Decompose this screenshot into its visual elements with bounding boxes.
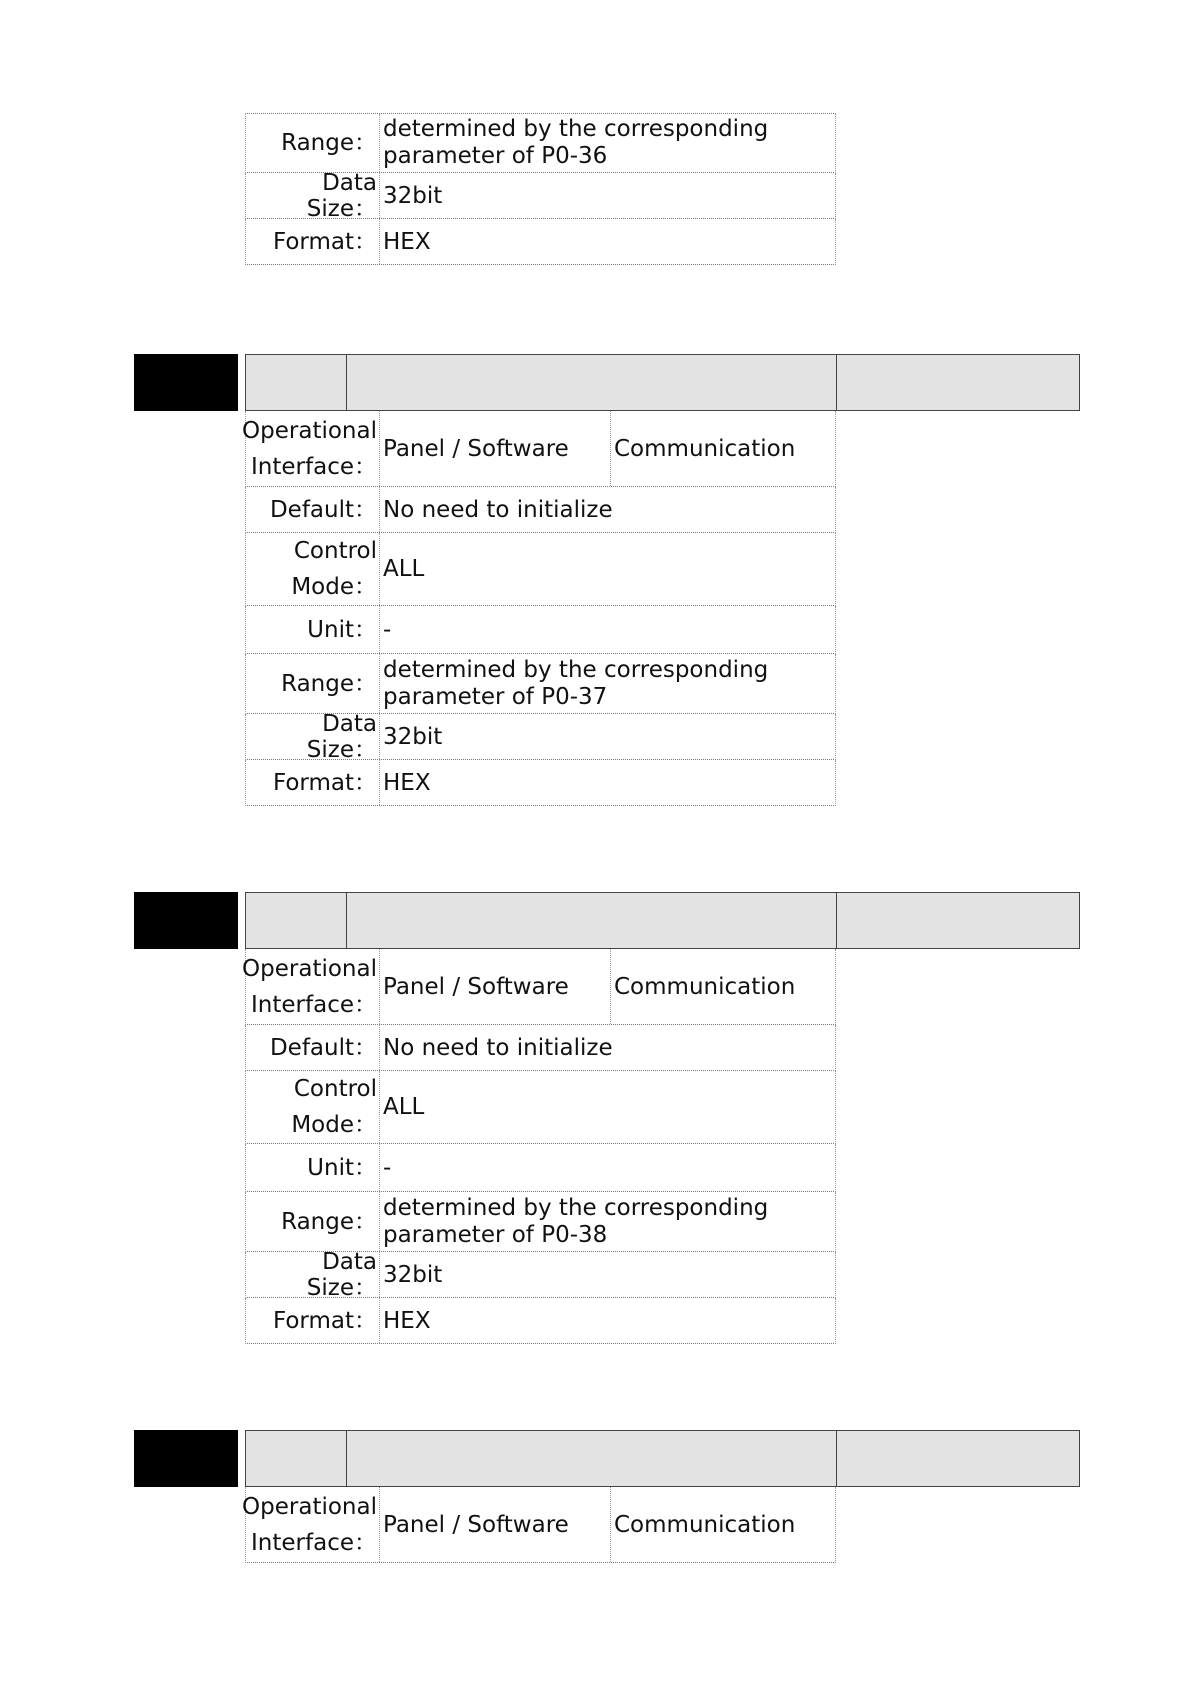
header-cell-name: [347, 355, 837, 410]
unit-value: -: [383, 1154, 392, 1181]
range-label: Range：: [246, 114, 380, 172]
param-code-tab: [134, 892, 238, 949]
operational-interface-label: Operational Interface：: [246, 949, 380, 1024]
format-value: HEX: [383, 769, 431, 796]
header-cell-address: [246, 355, 347, 410]
control-mode-value: ALL: [383, 1094, 425, 1120]
data-size-value: 32bit: [383, 723, 443, 750]
data-size-label: Data Size：: [246, 173, 380, 218]
operational-interface-value: Panel / Software Communication: [383, 411, 835, 486]
operational-interface-value: Panel / Software Communication: [383, 1487, 835, 1562]
format-value: HEX: [383, 228, 431, 255]
data-size-value: 32bit: [383, 182, 443, 209]
range-row: [245, 654, 836, 714]
header-cell-address: [246, 1431, 347, 1486]
data-size-row: [245, 169, 836, 222]
default-label: Default：: [246, 1025, 380, 1070]
range-label: Range：: [246, 1192, 380, 1251]
operational-interface-value: Panel / Software Communication: [383, 949, 835, 1024]
unit-row: [245, 1144, 836, 1192]
unit-label: Unit：: [246, 1144, 380, 1191]
range-row: [245, 113, 836, 173]
range-value: determined by the corresponding parameter of P0-37: [383, 656, 769, 710]
communication-cell: Communication: [610, 411, 795, 486]
header-cell-address: [246, 893, 347, 948]
format-row: [245, 1298, 836, 1344]
format-label: Format：: [246, 760, 380, 805]
param-code-tab: [134, 354, 238, 411]
unit-row: [245, 606, 836, 654]
unit-label: Unit：: [246, 606, 380, 653]
operational-interface-label: Operational Interface：: [246, 1487, 380, 1562]
unit-value: -: [383, 616, 392, 643]
operational-interface-label: Operational Interface：: [246, 411, 380, 486]
format-row: [245, 760, 836, 806]
control-mode-label: Control Mode：: [246, 533, 380, 605]
operational-interface-row: [242, 1487, 836, 1563]
param-header-bar: [245, 892, 1080, 949]
control-mode-row: [245, 1071, 836, 1144]
data-size-label: Data Size：: [246, 714, 380, 759]
default-value: No need to initialize: [383, 1034, 613, 1061]
control-mode-row: [245, 533, 836, 606]
header-cell-name: [347, 893, 837, 948]
data-size-row: [245, 1248, 836, 1301]
data-size-label: Data Size：: [246, 1252, 380, 1297]
default-row: [245, 487, 836, 533]
default-row: [245, 1025, 836, 1071]
range-row: [245, 1192, 836, 1252]
range-value: determined by the corresponding parameter of P0-36: [383, 116, 769, 169]
control-mode-label: Control Mode：: [246, 1071, 380, 1143]
range-value: determined by the corresponding parameter of P0-38: [383, 1194, 769, 1248]
operational-interface-row: [242, 949, 836, 1025]
data-size-row: [245, 710, 836, 763]
format-label: Format：: [246, 1298, 380, 1343]
default-label: Default：: [246, 487, 380, 532]
param-header-bar: [245, 1430, 1080, 1487]
data-size-value: 32bit: [383, 1261, 443, 1288]
param-header-bar: [245, 354, 1080, 411]
operational-interface-row: [242, 411, 836, 487]
range-label: Range：: [246, 654, 380, 713]
control-mode-value: ALL: [383, 556, 425, 582]
header-cell-name: [347, 1431, 837, 1486]
format-value: HEX: [383, 1307, 431, 1334]
format-row: [245, 219, 836, 265]
format-label: Format：: [246, 219, 380, 264]
communication-cell: Communication: [610, 1487, 795, 1562]
communication-cell: Communication: [610, 949, 795, 1024]
default-value: No need to initialize: [383, 496, 613, 523]
param-code-tab: [134, 1430, 238, 1487]
